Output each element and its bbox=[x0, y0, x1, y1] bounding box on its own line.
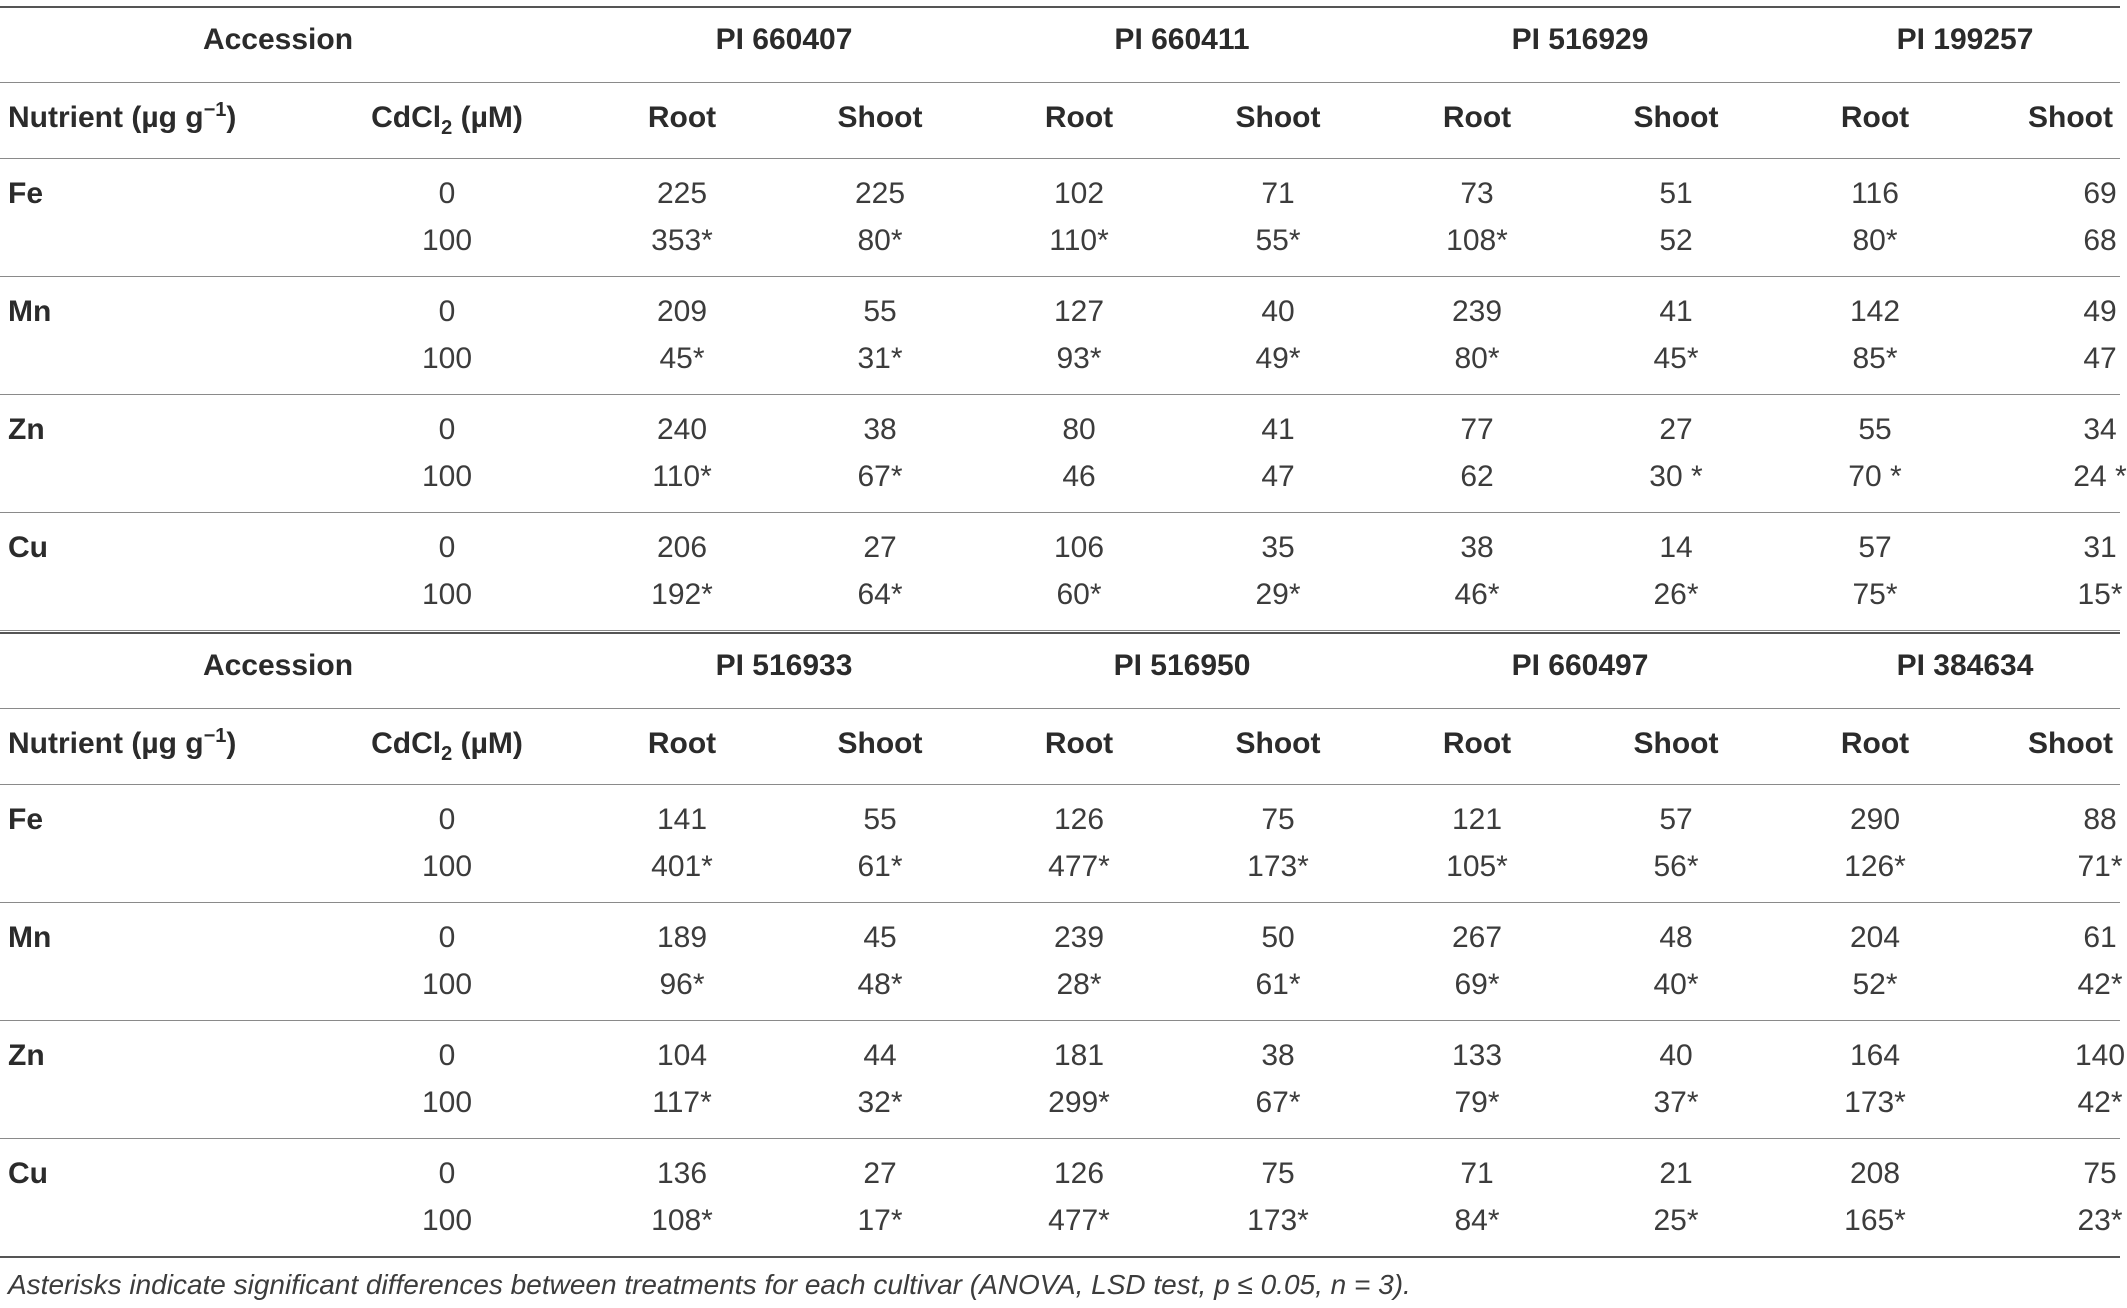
table-cell-value: 80 bbox=[1062, 413, 1096, 446]
table-cell-value: 46* bbox=[1454, 578, 1500, 611]
table-cell-value: 173* bbox=[1247, 850, 1309, 883]
table-cell-value: 37* bbox=[1653, 1086, 1699, 1119]
table-cell-value: 64* bbox=[857, 578, 903, 611]
table-cell-value: 38 bbox=[863, 413, 897, 446]
table-cell-value: 27 bbox=[863, 531, 897, 564]
table-cell-value: 67* bbox=[1255, 1086, 1301, 1119]
table-cell-value: 240 bbox=[656, 413, 708, 446]
rule-accession bbox=[0, 82, 2120, 83]
tissue-header: Shoot bbox=[837, 101, 923, 134]
cdcl2-concentration: 100 bbox=[421, 460, 473, 493]
table-cell-value: 136 bbox=[656, 1157, 708, 1190]
nutrient-name: Fe bbox=[8, 803, 44, 836]
cdcl2-header-unit: (µM) bbox=[452, 101, 523, 134]
cdcl2-concentration: 100 bbox=[421, 342, 473, 375]
cdcl2-concentration: 0 bbox=[438, 1157, 456, 1190]
table-cell-value: 75* bbox=[1852, 578, 1898, 611]
table-cell-value: 93* bbox=[1056, 342, 1102, 375]
table-cell-value: 21 bbox=[1659, 1157, 1693, 1190]
table-cell-value: 353* bbox=[651, 224, 713, 257]
table-cell-value: 208 bbox=[1849, 1157, 1901, 1190]
table-cell-value: 102 bbox=[1053, 177, 1105, 210]
table-cell-value: 173* bbox=[1247, 1204, 1309, 1237]
table-cell-value: 57 bbox=[1858, 531, 1892, 564]
table-cell-value: 104 bbox=[656, 1039, 708, 1072]
table-cell-value: 80* bbox=[1454, 342, 1500, 375]
table-cell-value: 173* bbox=[1844, 1086, 1906, 1119]
nutrient-header-close: ) bbox=[226, 727, 237, 760]
table-cell-value: 73 bbox=[1460, 177, 1494, 210]
table-cell-value: 34 bbox=[2083, 413, 2117, 446]
tissue-header: Shoot bbox=[1633, 727, 1719, 760]
table-cell-value: 40 bbox=[1659, 1039, 1693, 1072]
cdcl2-concentration: 100 bbox=[421, 578, 473, 611]
table-cell-value: 84* bbox=[1454, 1204, 1500, 1237]
table-cell-value: 47 bbox=[1261, 460, 1295, 493]
table-cell-value: 267 bbox=[1451, 921, 1503, 954]
table-cell-value: 25* bbox=[1653, 1204, 1699, 1237]
cdcl2-column-header bbox=[371, 100, 523, 139]
rule-header bbox=[0, 784, 2120, 785]
table-cell-value: 106 bbox=[1053, 531, 1105, 564]
table-cell-value: 75 bbox=[2083, 1157, 2117, 1190]
table-cell-value: 142 bbox=[1849, 295, 1901, 328]
rule-accession bbox=[0, 708, 2120, 709]
table-cell-value: 189 bbox=[656, 921, 708, 954]
table-cell-value: 204 bbox=[1849, 921, 1901, 954]
nutrient-name: Fe bbox=[8, 177, 44, 210]
table-cell-value: 55 bbox=[1858, 413, 1892, 446]
table-cell-value: 48* bbox=[857, 968, 903, 1001]
table-cell-value: 70 * bbox=[1848, 460, 1902, 493]
nutrient-name: Cu bbox=[8, 1157, 48, 1190]
table-cell-value: 477* bbox=[1048, 850, 1110, 883]
nutrient-header-close: ) bbox=[226, 101, 237, 134]
rule-group bbox=[0, 276, 2120, 277]
cdcl2-concentration: 0 bbox=[438, 531, 456, 564]
table-cell-value: 48 bbox=[1659, 921, 1693, 954]
rule-group bbox=[0, 1138, 2120, 1139]
table-cell-value: 52 bbox=[1659, 224, 1693, 257]
table-cell-value: 60* bbox=[1056, 578, 1102, 611]
table-cell-value: 14 bbox=[1659, 531, 1693, 564]
table-cell-value: 71 bbox=[1261, 177, 1295, 210]
cdcl2-concentration: 100 bbox=[421, 850, 473, 883]
accession-name: PI 516950 bbox=[1113, 649, 1251, 682]
table-cell-value: 79* bbox=[1454, 1086, 1500, 1119]
cdcl2-header-text: CdCl bbox=[371, 727, 442, 760]
tissue-header: Root bbox=[1044, 727, 1114, 760]
table-cell-value: 27 bbox=[863, 1157, 897, 1190]
nutrient-header-exponent: −1 bbox=[203, 99, 227, 121]
table-cell-value: 45* bbox=[659, 342, 705, 375]
table-cell-value: 27 bbox=[1659, 413, 1693, 446]
cdcl2-header-subscript: 2 bbox=[441, 743, 453, 765]
table-cell-value: 67* bbox=[857, 460, 903, 493]
table-cell-value: 71 bbox=[1460, 1157, 1494, 1190]
table-cell-value: 38 bbox=[1261, 1039, 1295, 1072]
nutrient-header-text: Nutrient (µg g bbox=[8, 727, 204, 760]
table-cell-value: 69 bbox=[2083, 177, 2117, 210]
table-cell-value: 126 bbox=[1053, 1157, 1105, 1190]
tissue-header: Shoot bbox=[2028, 727, 2113, 760]
table-cell-value: 42* bbox=[2077, 968, 2123, 1001]
table-cell-value: 108* bbox=[1446, 224, 1508, 257]
cdcl2-concentration: 0 bbox=[438, 803, 456, 836]
cdcl2-concentration: 100 bbox=[421, 968, 473, 1001]
nutrient-name: Mn bbox=[8, 921, 52, 954]
tissue-header: Shoot bbox=[1235, 727, 1321, 760]
table-cell-value: 29* bbox=[1255, 578, 1301, 611]
table-cell-value: 181 bbox=[1053, 1039, 1105, 1072]
table-cell-value: 110* bbox=[652, 460, 712, 493]
rule-group bbox=[0, 512, 2120, 513]
tissue-header: Root bbox=[1044, 101, 1114, 134]
table-cell-value: 209 bbox=[656, 295, 708, 328]
table-cell-value: 239 bbox=[1451, 295, 1503, 328]
tissue-header: Root bbox=[1442, 727, 1512, 760]
table-cell-value: 225 bbox=[854, 177, 906, 210]
cdcl2-column-header bbox=[371, 726, 523, 765]
table-cell-value: 61 bbox=[2083, 921, 2117, 954]
table-cell-value: 116 bbox=[1851, 177, 1899, 210]
table-cell-value: 85* bbox=[1852, 342, 1898, 375]
table-cell-value: 46 bbox=[1062, 460, 1096, 493]
table-cell-value: 30 * bbox=[1649, 460, 1703, 493]
nutrient-header-text: Nutrient (µg g bbox=[8, 101, 204, 134]
cdcl2-concentration: 100 bbox=[421, 1086, 473, 1119]
table-cell-value: 192* bbox=[651, 578, 713, 611]
rule-top bbox=[0, 632, 2120, 634]
table-cell-value: 206 bbox=[656, 531, 708, 564]
table-cell-value: 80* bbox=[857, 224, 903, 257]
table-cell-value: 45 bbox=[863, 921, 897, 954]
table-cell-value: 56* bbox=[1653, 850, 1699, 883]
nutrient-name: Zn bbox=[8, 413, 45, 446]
cdcl2-concentration: 0 bbox=[438, 413, 456, 446]
rule-group bbox=[0, 630, 2120, 631]
table-cell-value: 96* bbox=[659, 968, 705, 1001]
cdcl2-header-unit: (µM) bbox=[452, 727, 523, 760]
table-cell-value: 127 bbox=[1053, 295, 1105, 328]
accession-name: PI 516929 bbox=[1511, 23, 1649, 56]
table-cell-value: 69* bbox=[1454, 968, 1500, 1001]
table-cell-value: 88 bbox=[2083, 803, 2117, 836]
tissue-header: Shoot bbox=[837, 727, 923, 760]
table-footnote: Asterisks indicate significant differences between treatments for each cultivar (ANOVA, LSD test, p ≤ 0.05, n = 3). bbox=[8, 1269, 1411, 1300]
table-cell-value: 41 bbox=[1261, 413, 1295, 446]
rule-group bbox=[0, 1256, 2120, 1258]
table-cell-value: 35 bbox=[1261, 531, 1295, 564]
tissue-header: Root bbox=[1442, 101, 1512, 134]
rule-top bbox=[0, 6, 2120, 8]
tissue-header: Root bbox=[1840, 101, 1910, 134]
table-cell-value: 105* bbox=[1446, 850, 1508, 883]
table-cell-value: 77 bbox=[1460, 413, 1494, 446]
table-cell-value: 141 bbox=[656, 803, 708, 836]
tissue-header: Shoot bbox=[1633, 101, 1719, 134]
table-cell-value: 477* bbox=[1048, 1204, 1110, 1237]
accession-name: PI 660407 bbox=[715, 23, 853, 56]
table-cell-value: 108* bbox=[651, 1204, 713, 1237]
table-cell-value: 49 bbox=[2083, 295, 2117, 328]
table-cell-value: 55 bbox=[863, 803, 897, 836]
accession-name: PI 660411 bbox=[1114, 23, 1250, 56]
accession-name: PI 199257 bbox=[1896, 23, 2034, 56]
cdcl2-concentration: 0 bbox=[438, 177, 456, 210]
table-cell-value: 126 bbox=[1053, 803, 1105, 836]
table-cell-value: 126* bbox=[1844, 850, 1906, 883]
cdcl2-header-subscript: 2 bbox=[441, 117, 453, 139]
table-cell-value: 61* bbox=[1255, 968, 1301, 1001]
tissue-header: Root bbox=[647, 727, 717, 760]
table-cell-value: 239 bbox=[1053, 921, 1105, 954]
table-cell-value: 299* bbox=[1048, 1086, 1110, 1119]
table-cell-value: 225 bbox=[656, 177, 708, 210]
accession-name: PI 384634 bbox=[1896, 649, 2034, 682]
table-cell-value: 71* bbox=[2077, 850, 2123, 883]
table-cell-value: 75 bbox=[1261, 1157, 1295, 1190]
table-cell-value: 40* bbox=[1653, 968, 1699, 1001]
table-cell-value: 45* bbox=[1653, 342, 1699, 375]
cdcl2-concentration: 100 bbox=[421, 1204, 473, 1237]
table-cell-value: 31* bbox=[857, 342, 903, 375]
tissue-header: Shoot bbox=[1235, 101, 1321, 134]
nutrient-name: Cu bbox=[8, 531, 48, 564]
cdcl2-concentration: 0 bbox=[438, 1039, 456, 1072]
table-cell-value: 55* bbox=[1255, 224, 1301, 257]
accession-label: Accession bbox=[202, 649, 354, 682]
table-cell-value: 121 bbox=[1451, 803, 1503, 836]
table-cell-value: 26* bbox=[1653, 578, 1699, 611]
table-cell-value: 62 bbox=[1460, 460, 1494, 493]
table-cell-value: 401* bbox=[651, 850, 713, 883]
cdcl2-concentration: 100 bbox=[421, 224, 473, 257]
table-cell-value: 80* bbox=[1852, 224, 1898, 257]
table-cell-value: 24 * bbox=[2073, 460, 2127, 493]
table-cell-value: 49* bbox=[1255, 342, 1301, 375]
nutrient-column-header bbox=[8, 100, 236, 136]
rule-header bbox=[0, 158, 2120, 159]
accession-label: Accession bbox=[202, 23, 354, 56]
nutrient-column-header bbox=[8, 726, 236, 762]
table-cell-value: 290 bbox=[1849, 803, 1901, 836]
table-cell-value: 110* bbox=[1049, 224, 1109, 257]
table-cell-value: 61* bbox=[857, 850, 903, 883]
tissue-header: Shoot bbox=[2028, 101, 2113, 134]
table-cell-value: 133 bbox=[1451, 1039, 1503, 1072]
table-cell-value: 50 bbox=[1261, 921, 1295, 954]
cdcl2-concentration: 0 bbox=[438, 921, 456, 954]
table-cell-value: 15* bbox=[2077, 578, 2123, 611]
table-cell-value: 31 bbox=[2083, 531, 2117, 564]
cdcl2-concentration: 0 bbox=[438, 295, 456, 328]
table-cell-value: 23* bbox=[2077, 1204, 2123, 1237]
table-cell-value: 52* bbox=[1852, 968, 1898, 1001]
rule-group bbox=[0, 1020, 2120, 1021]
table-cell-value: 164 bbox=[1849, 1039, 1901, 1072]
table-cell-value: 117* bbox=[652, 1086, 712, 1119]
table-cell-value: 68 bbox=[2083, 224, 2117, 257]
cdcl2-header-text: CdCl bbox=[371, 101, 442, 134]
table-cell-value: 44 bbox=[863, 1039, 897, 1072]
table-cell-value: 47 bbox=[2083, 342, 2117, 375]
table-cell-value: 38 bbox=[1460, 531, 1494, 564]
table-cell-value: 40 bbox=[1261, 295, 1295, 328]
table-cell-value: 57 bbox=[1659, 803, 1693, 836]
nutrient-name: Zn bbox=[8, 1039, 45, 1072]
tissue-header: Root bbox=[647, 101, 717, 134]
table-cell-value: 17* bbox=[857, 1204, 903, 1237]
accession-name: PI 660497 bbox=[1511, 649, 1649, 682]
rule-group bbox=[0, 902, 2120, 903]
nutrient-name: Mn bbox=[8, 295, 52, 328]
table-cell-value: 75 bbox=[1261, 803, 1295, 836]
table-cell-value: 55 bbox=[863, 295, 897, 328]
table-cell-value: 140 bbox=[2074, 1039, 2126, 1072]
table-cell-value: 51 bbox=[1659, 177, 1693, 210]
nutrient-header-exponent: −1 bbox=[203, 725, 227, 747]
rule-group bbox=[0, 394, 2120, 395]
tissue-header: Root bbox=[1840, 727, 1910, 760]
table-cell-value: 28* bbox=[1056, 968, 1102, 1001]
accession-name: PI 516933 bbox=[715, 649, 853, 682]
table-cell-value: 42* bbox=[2077, 1086, 2123, 1119]
table-cell-value: 32* bbox=[857, 1086, 903, 1119]
table-cell-value: 41 bbox=[1659, 295, 1693, 328]
table-cell-value: 165* bbox=[1844, 1204, 1906, 1237]
